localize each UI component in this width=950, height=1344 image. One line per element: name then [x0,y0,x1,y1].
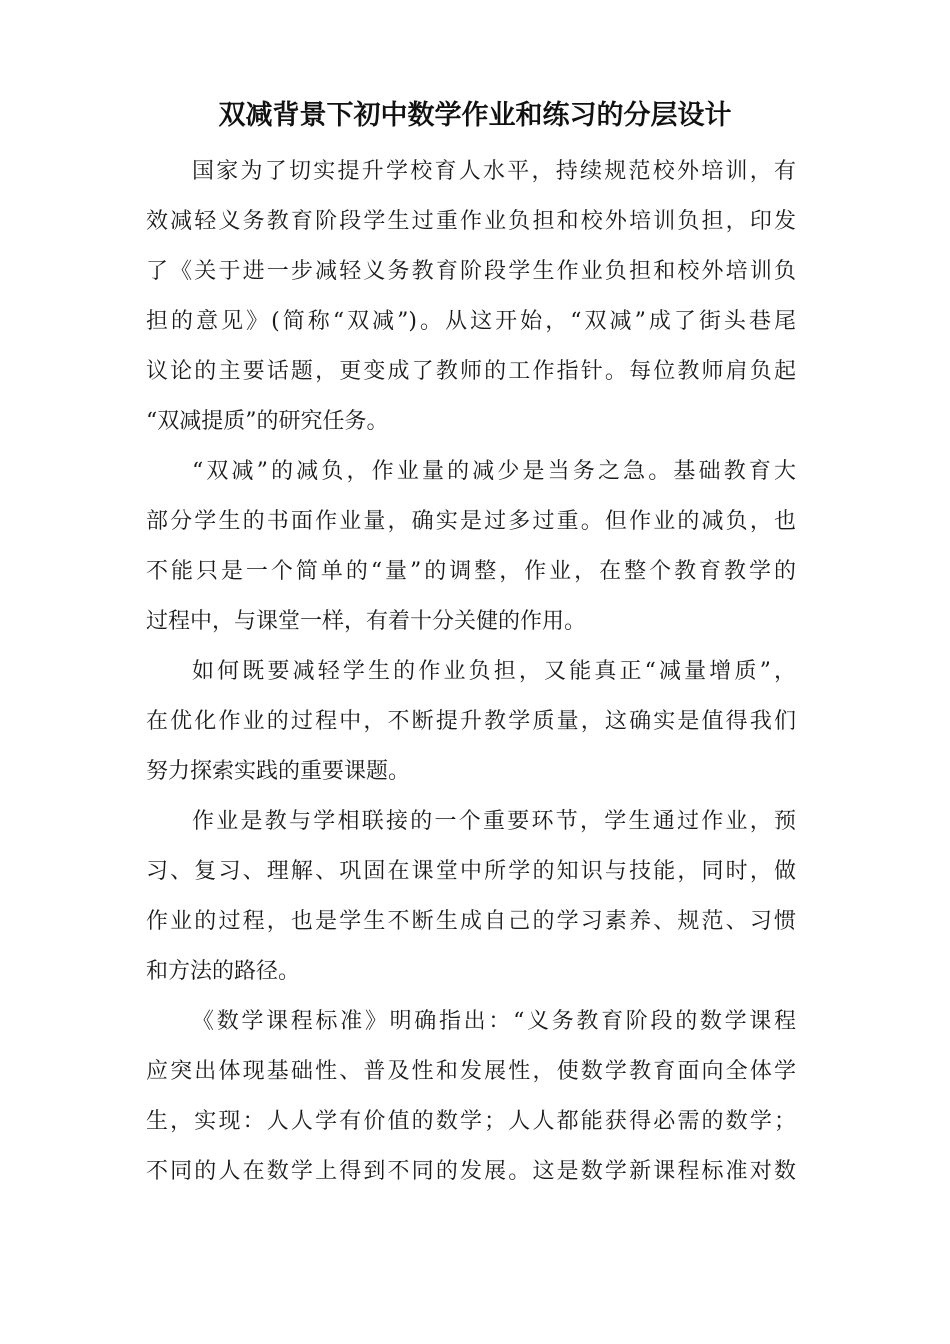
paragraph-5 [146,997,796,1197]
text-line: 国家为了切实提升学校育人水平，持续规范校外培训，有 [192,159,796,184]
text-line: “双减提质”的研究任务。 [146,409,389,434]
text-line: 如何既要减轻学生的作业负担，又能真正“减量增质”， [192,659,796,684]
text-line: 不能只是一个简单的“量”的调整，作业，在整个教育教学的 [146,559,796,584]
paragraph-2 [146,447,796,647]
text-line: “双减”的减负，作业量的减少是当务之急。基础教育大 [192,459,796,484]
text-line: 作业的过程，也是学生不断生成自己的学习素养、规范、习惯 [146,909,796,934]
text-line: 部分学生的书面作业量，确实是过多过重。但作业的减负，也 [146,509,796,534]
text-line: 过程中，与课堂一样，有着十分关健的作用。 [146,609,587,634]
paragraph-3 [146,647,796,797]
text-line: 《数学课程标准》明确指出：“义务教育阶段的数学课程 [192,1009,796,1034]
text-line: 作业是教与学相联接的一个重要环节，学生通过作业，预 [192,809,796,834]
text-line: 议论的主要话题，更变成了教师的工作指针。每位教师肩负起 [146,359,796,384]
text-line: 担的意见》(简称“双减”)。从这开始，“双减”成了街头巷尾 [146,309,796,334]
text-line: 习、复习、理解、巩固在课堂中所学的知识与技能，同时，做 [146,859,796,884]
text-line: 努力探索实践的重要课题。 [146,759,411,784]
text-line: 在优化作业的过程中，不断提升教学质量，这确实是值得我们 [146,709,796,734]
text-line: 效减轻义务教育阶段学生过重作业负担和校外培训负担，印发 [146,209,796,234]
document-title: 双减背景下初中数学作业和练习的分层设计 [218,100,732,131]
text-line: 了《关于进一步减轻义务教育阶段学生作业负担和校外培训负 [146,259,796,284]
text-line: 应突出体现基础性、普及性和发展性，使数学教育面向全体学 [146,1059,796,1084]
paragraph-1 [146,147,796,447]
document-body [146,147,796,1197]
text-line: 生，实现：人人学有价值的数学；人人都能获得必需的数学； [146,1109,796,1134]
text-line: 不同的人在数学上得到不同的发展。这是数学新课程标准对数 [146,1159,796,1184]
paragraph-4 [146,797,796,997]
text-line: 和方法的路径。 [146,959,301,984]
